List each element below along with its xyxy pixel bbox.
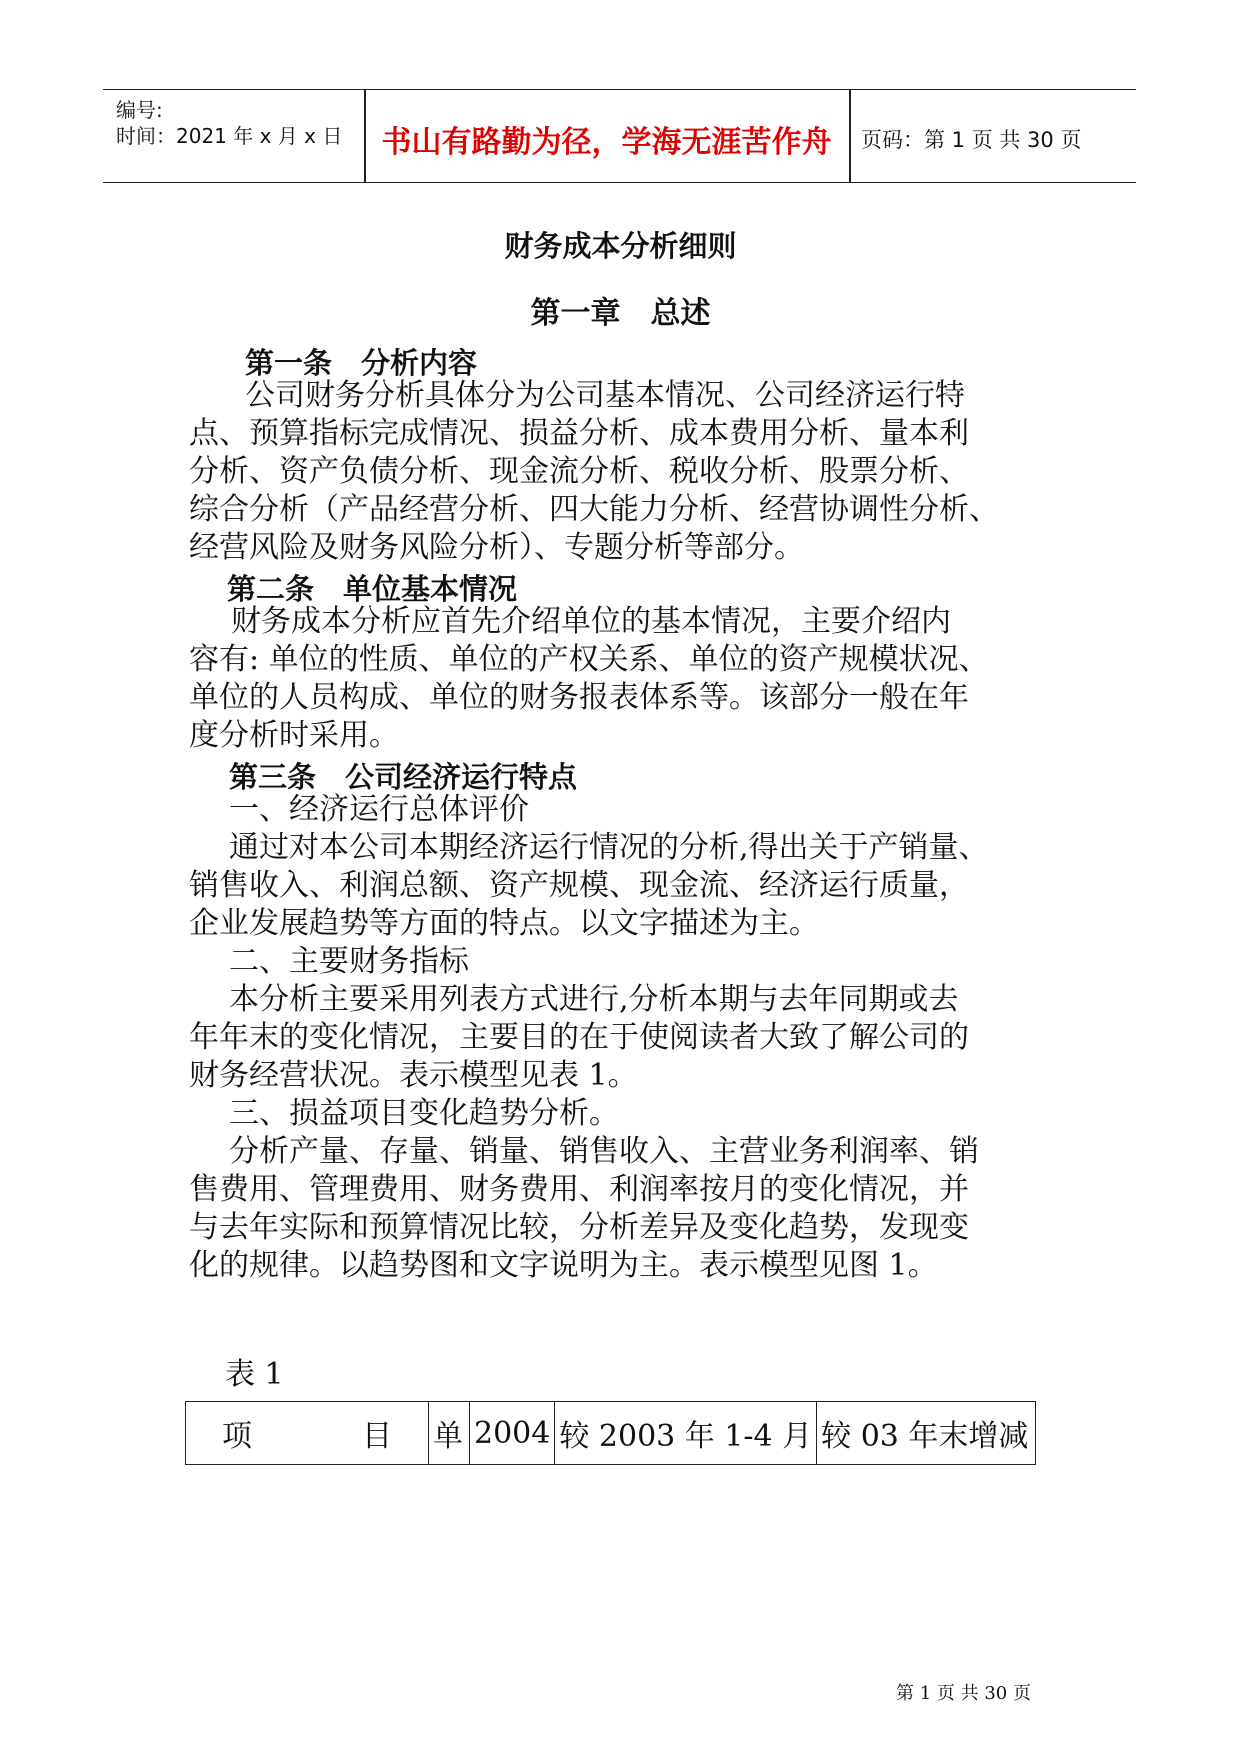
paragraph-line: 点、预算指标完成情况、损益分析、成本费用分析、量本利 <box>189 416 969 451</box>
header-divider <box>849 90 851 182</box>
table-header-cell: 较 2003 年 1-4 月 <box>555 1402 817 1465</box>
paragraph-line: 分析产量、存量、销量、销售收入、主营业务利润率、销 <box>229 1134 979 1169</box>
paragraph-line: 财务经营状况。表示模型见表 1。 <box>189 1058 638 1093</box>
paragraph-line: 化的规律。以趋势图和文字说明为主。表示模型见图 1。 <box>189 1248 938 1283</box>
chapter-title: 第一章 总述 <box>530 296 711 331</box>
paragraph-line: 经营风险及财务风险分析）、专题分析等部分。 <box>189 530 804 565</box>
paragraph-line: 与去年实际和预算情况比较，分析差异及变化趋势，发现变 <box>189 1210 969 1245</box>
table-header-row <box>186 1402 1036 1465</box>
paragraph-line: 容有: 单位的性质、单位的产权关系、单位的资产规模状况、 <box>189 642 989 677</box>
subsection-heading: 一、经济运行总体评价 <box>229 792 529 827</box>
table-header-cell <box>186 1402 429 1465</box>
page-header <box>103 89 1136 183</box>
document-title: 财务成本分析细则 <box>504 229 737 263</box>
article-heading: 第一条 分析内容 <box>245 346 478 380</box>
table-1 <box>185 1401 1036 1465</box>
motto: 书山有路勤为径，学海无涯苦作舟 <box>381 125 832 160</box>
paragraph-line: 销售收入、利润总额、资产规模、现金流、经济运行质量， <box>189 868 969 903</box>
paragraph-line: 年年末的变化情况，主要目的在于使阅读者大致了解公司的 <box>189 1020 969 1055</box>
subsection-heading: 三、损益项目变化趋势分析。 <box>229 1096 619 1131</box>
page-number-label: 页码：第 1 页 共 30 页 <box>861 128 1082 152</box>
table-header-text: 项 <box>222 1419 252 1454</box>
table-caption: 表 1 <box>225 1357 284 1392</box>
table-header-cell: 2004 <box>470 1402 555 1465</box>
paragraph-line: 本分析主要采用列表方式进行,分析本期与去年同期或去 <box>229 982 959 1017</box>
paragraph-line: 财务成本分析应首先介绍单位的基本情况，主要介绍内 <box>231 604 951 639</box>
paragraph-line: 分析、资产负债分析、现金流分析、税收分析、股票分析、 <box>189 454 969 489</box>
table-header-cell: 较 03 年末增减 <box>817 1402 1036 1465</box>
paragraph-line: 公司财务分析具体分为公司基本情况、公司经济运行特 <box>245 378 965 413</box>
table-header-cell: 单 <box>429 1402 470 1465</box>
number-label: 编号: <box>116 98 163 122</box>
time-label: 时间：2021 年 x 月 x 日 <box>116 124 343 148</box>
table-header-text: 目 <box>362 1419 392 1454</box>
paragraph-line: 企业发展趋势等方面的特点。以文字描述为主。 <box>189 906 819 941</box>
paragraph-line: 单位的人员构成、单位的财务报表体系等。该部分一般在年 <box>189 680 969 715</box>
article-heading: 第二条 单位基本情况 <box>227 572 518 606</box>
paragraph-line: 综合分析（产品经营分析、四大能力分析、经营协调性分析、 <box>189 492 999 527</box>
paragraph-line: 通过对本公司本期经济运行情况的分析,得出关于产销量、 <box>229 830 989 865</box>
article-heading: 第三条 公司经济运行特点 <box>229 760 578 794</box>
paragraph-line: 度分析时采用。 <box>189 718 399 753</box>
subsection-heading: 二、主要财务指标 <box>229 944 469 979</box>
paragraph-line: 售费用、管理费用、财务费用、利润率按月的变化情况，并 <box>189 1172 969 1207</box>
page-footer: 第 1 页 共 30 页 <box>896 1683 1031 1704</box>
